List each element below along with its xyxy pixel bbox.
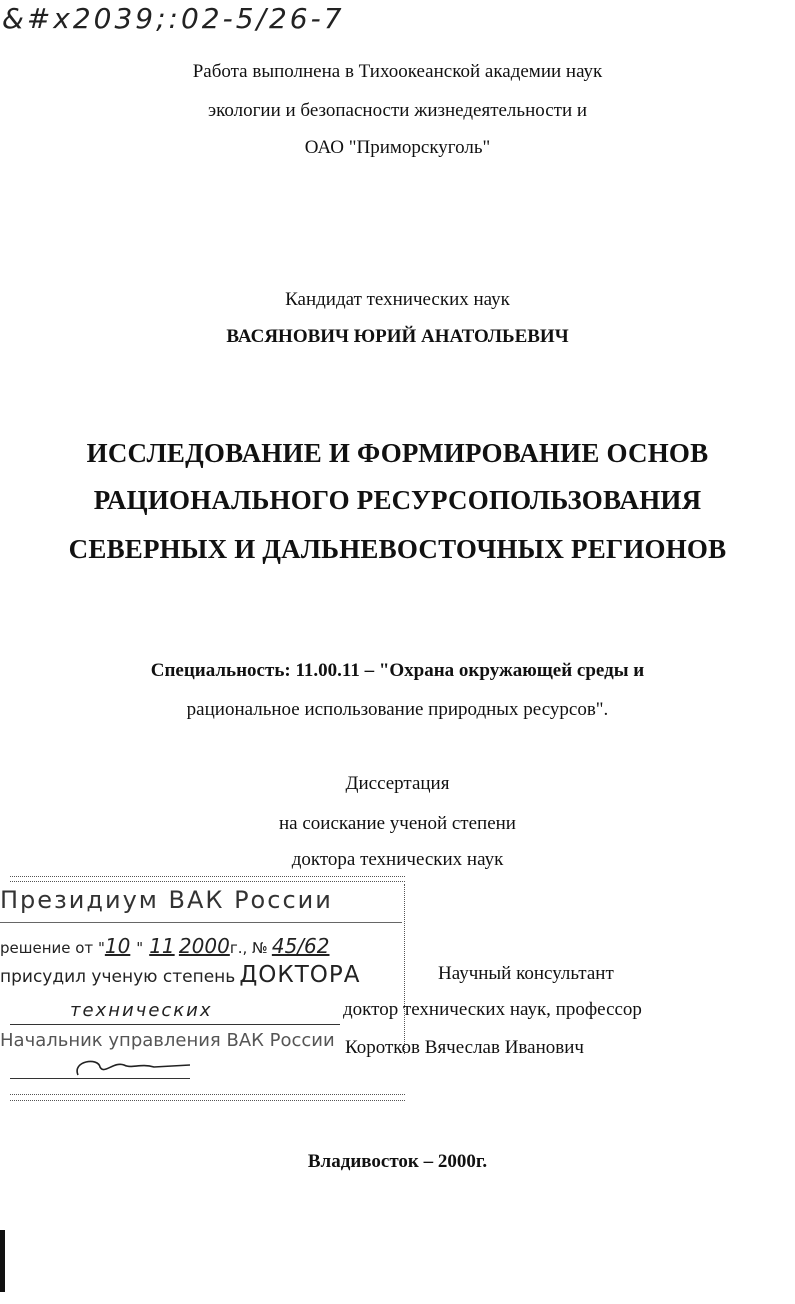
stamp-top-border-2 bbox=[10, 881, 405, 882]
specialty-line-1: Специальность: 11.00.11 – "Охрана окружающей среды и bbox=[150, 660, 645, 681]
stamp-bottom-border-2 bbox=[10, 1100, 405, 1101]
stamp-degree: ДОКТОРА bbox=[239, 962, 361, 988]
archive-mark-text: &#x2039;:02-5/26-7 bbox=[2, 2, 345, 35]
stamp-awarded-prefix: присудил ученую степень bbox=[0, 967, 236, 987]
stamp-field-line bbox=[10, 1024, 340, 1025]
stamp-chief: Начальник управления ВАК России bbox=[0, 1030, 335, 1051]
archive-mark bbox=[2, 2, 345, 35]
specialty-line-2: рациональное использование природных ресурсов". bbox=[186, 699, 609, 720]
title-line-1: ИССЛЕДОВАНИЕ И ФОРМИРОВАНИЕ ОСНОВ bbox=[86, 438, 709, 468]
institution-line-3: ОАО "Приморскуголь" bbox=[304, 137, 491, 158]
signature-stroke bbox=[77, 1061, 190, 1075]
title-line-2: РАЦИОНАЛЬНОГО РЕСУРСОПОЛЬЗОВАНИЯ bbox=[93, 485, 702, 515]
place-year: Владивосток – 2000г. bbox=[307, 1151, 488, 1172]
stamp-header-divider bbox=[0, 922, 402, 923]
consultant-title: доктор технических наук, профессор bbox=[343, 999, 642, 1020]
stamp-right-border bbox=[404, 884, 405, 1054]
consultant-label: Научный консультант bbox=[438, 963, 614, 984]
stamp-top-border bbox=[10, 876, 405, 877]
dissertation-line-2: на соискание ученой степени bbox=[279, 813, 516, 834]
stamp-header: Президиум ВАК России bbox=[0, 886, 333, 914]
vak-stamp bbox=[0, 870, 420, 1110]
author-name: ВАСЯНОВИЧ ЮРИЙ АНАТОЛЬЕВИЧ bbox=[226, 326, 569, 347]
stamp-signature-line bbox=[10, 1078, 190, 1079]
stamp-day: 10 bbox=[104, 934, 131, 958]
stamp-decision-prefix: решение от " bbox=[0, 939, 105, 957]
stamp-awarded-line bbox=[0, 962, 360, 988]
stamp-month: 11 bbox=[149, 934, 175, 958]
dissertation-line-1: Диссертация bbox=[345, 773, 450, 794]
institution-line-1: Работа выполнена в Тихоокеанской академии наук bbox=[192, 61, 603, 82]
stamp-number: 45/62 bbox=[271, 934, 330, 958]
stamp-year: 2000 bbox=[178, 934, 230, 958]
title-line-3: СЕВЕРНЫХ И ДАЛЬНЕВОСТОЧНЫХ РЕГИОНОВ bbox=[68, 534, 727, 564]
stamp-bottom-border bbox=[10, 1094, 405, 1095]
binding-mark bbox=[0, 1230, 5, 1292]
consultant-name: Коротков Вячеслав Иванович bbox=[345, 1037, 584, 1058]
author-degree: Кандидат технических наук bbox=[285, 289, 510, 310]
institution-line-2: экологии и безопасности жизнедеятельности и bbox=[207, 100, 588, 121]
stamp-quote: " bbox=[136, 939, 144, 957]
dissertation-line-3: доктора технических наук bbox=[291, 849, 504, 870]
stamp-number-prefix: г., № bbox=[229, 939, 268, 957]
stamp-decision-line bbox=[0, 934, 330, 958]
stamp-field-handwritten: технических bbox=[70, 1000, 213, 1021]
